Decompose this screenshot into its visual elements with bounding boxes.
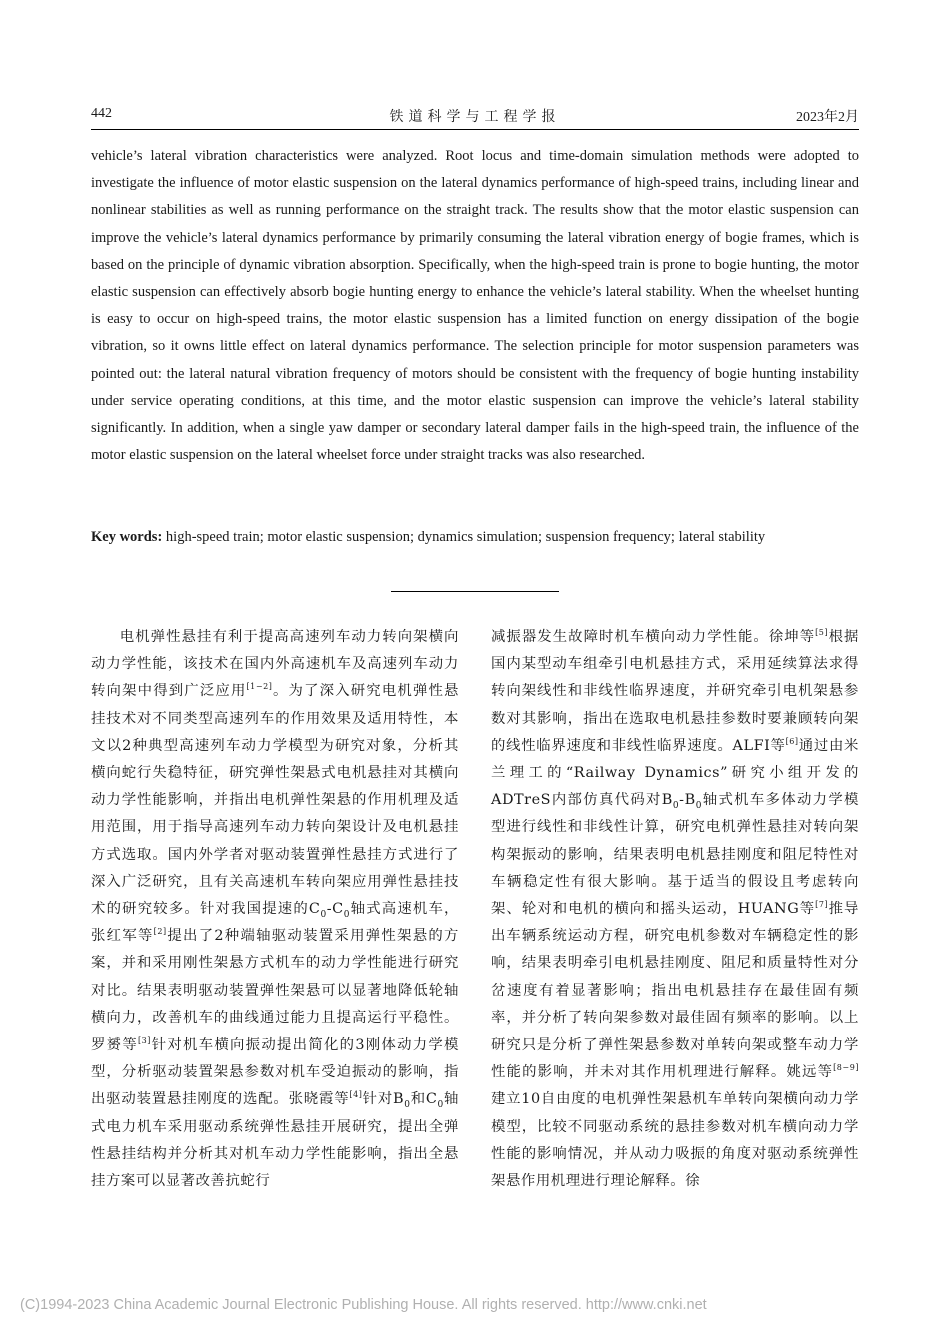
section-separator: [391, 591, 559, 592]
citation-ref: [4]: [349, 1090, 363, 1100]
issue-date: 2023年2月: [796, 110, 859, 125]
citation-ref: [6]: [785, 737, 799, 747]
page-number: 442: [91, 106, 112, 121]
citation-ref: [7]: [815, 900, 829, 910]
keywords-text: high-speed train; motor elastic suspension; dynamics simulation; suspension frequency; lateral stability: [165, 529, 766, 545]
citation-ref: [8−9]: [833, 1063, 859, 1073]
citation-ref: [5]: [815, 628, 829, 638]
header-rule: [91, 129, 859, 130]
keywords: [91, 524, 859, 551]
citation-ref: [2]: [153, 927, 167, 937]
intro-paragraph: 电机弹性悬挂有利于提高高速列车动力转向架横向动力学性能，该技术在国内外高速机车及高速列车动力转向架中得到广泛应用[1−2]。为了深入研究电机弹性悬挂技术对不同类型高速列车的作用效果及适用特性，本文以2种典型高速列车动力学模型为研究对象，分析其横向蛇行失稳特征，研究弹性架悬式电机悬挂对其横向动力学性能影响，并指出电机弹性架悬的作用机理及适用范围，用于指导高速列车动力转向架设计及电机悬挂方式选取。国内外学者对驱动装置弹性悬挂方式进行了深入广泛研究，且有关高速机车转向架应用弹性悬挂技术的研究较多。针对我国提速的$C_0-C_0$轴式高速机车，张红军等[2]提出了2种端轴驱动装置采用弹性架悬的方案，并和采用刚性架悬方式机车的动力学性能进行研究对比。结果表明驱动装置弹性架悬可以显著地降低轮轴横向力，改善机车的曲线通过能力且提高运行平稳性。罗赟等[3]针对机车横向振动提出简化的3刚体动力学模型，分析驱动装置架悬参数对机车受迫振动的影响，指出驱动装置悬挂刚度的选配。张晓霞等[4]针对$B_0$和$C_0$轴式电力机车采用驱动系统弹性悬挂开展研究，提出全弹性悬挂结构并分析其对机车动力学性能影响，指出全悬挂方案可以显著改善抗蛇行: [91, 629, 459, 1190]
keywords-label: Key words:: [91, 529, 163, 545]
citation-ref: [1−2]: [246, 682, 273, 692]
abstract-text: vehicle’s lateral vibration characteristics were analyzed. Root locus and time-domain simulation methods were adopted to investigate the influence of motor elastic suspension on the lateral dynamics performance of high-speed trains, including linear and nonlinear stabilities as well as running performance on the straight track. The results show that the motor elastic suspension can improve the vehicle’s lateral dynamics performance by primarily consuming the lateral vibration energy of bogie frames, which is based on the principle of dynamic vibration absorption. Specifically, when the high-speed train is prone to bogie hunting, the motor elastic suspension can effectively absorb bogie hunting energy to enhance the vehicle’s lateral stability. When the wheelset hunting is easy to occur on high-speed trains, the motor elastic suspension has a limited function on energy dissipation of the bogie vibration, so it owns little effect on lateral dynamics performance. The selection principle for motor suspension parameters was pointed out: the lateral natural vibration frequency of motors should be consistent with the frequency of bogie hunting instability under service operating conditions, at this time, and the motor elastic suspension can improve the vehicle’s lateral stability significantly. In addition, when a single yaw damper or secondary lateral damper fails in the high-speed train, the influence of the motor elastic suspension on the lateral wheelset force under straight tracks was also researched.: [91, 148, 859, 464]
copyright-footer: (C)1994-2023 China Academic Journal Electronic Publishing House. All rights reserved. http://www.cnki.net: [20, 1297, 707, 1313]
citation-ref: [3]: [138, 1036, 151, 1046]
body-left-column: [91, 624, 459, 1195]
running-header: [91, 106, 859, 130]
body-right-column: [491, 624, 859, 1195]
journal-title: 铁道科学与工程学报: [389, 110, 561, 125]
intro-paragraph-continued: 减振器发生故障时机车横向动力学性能。徐坤等[5]根据国内某型动车组牵引电机悬挂方式，采用延续算法求得转向架线性和非线性临界速度，并研究牵引电机架悬参数对其影响，指出在选取电机悬挂参数时要兼顾转向架的线性临界速度和非线性临界速度。ALFI等[6]通过由米兰理工的“Railway Dynamics”研究小组开发的ADTreS内部仿真代码对$B_0-B_0$轴式机车多体动力学模型进行线性和非线性计算，研究电机弹性悬挂对转向架构架振动的影响，结果表明电机悬挂刚度和阻尼特性对车辆稳定性有很大影响。基于适当的假设且考虑转向架、轮对和电机的横向和摇头运动，HUANG等[7]推导出车辆系统运动方程，研究电机参数对车辆稳定性的影响，结果表明牵引电机悬挂刚度、阻尼和质量特性对分岔速度有着显著影响；指出电机悬挂存在最佳固有频率，并分析了转向架参数对最佳固有频率的影响。以上研究只是分析了弹性架悬参数对单转向架或整车动力学性能的影响，并未对其作用机理进行解释。姚远等[8−9]建立10自由度的电机弹性架悬机车单转向架横向动力学模型，比较不同驱动系统的悬挂参数对机车横向动力学性能的影响情况，并从动力吸振的角度对驱动系统弹性架悬作用机理进行理论解释。徐: [491, 628, 859, 1190]
